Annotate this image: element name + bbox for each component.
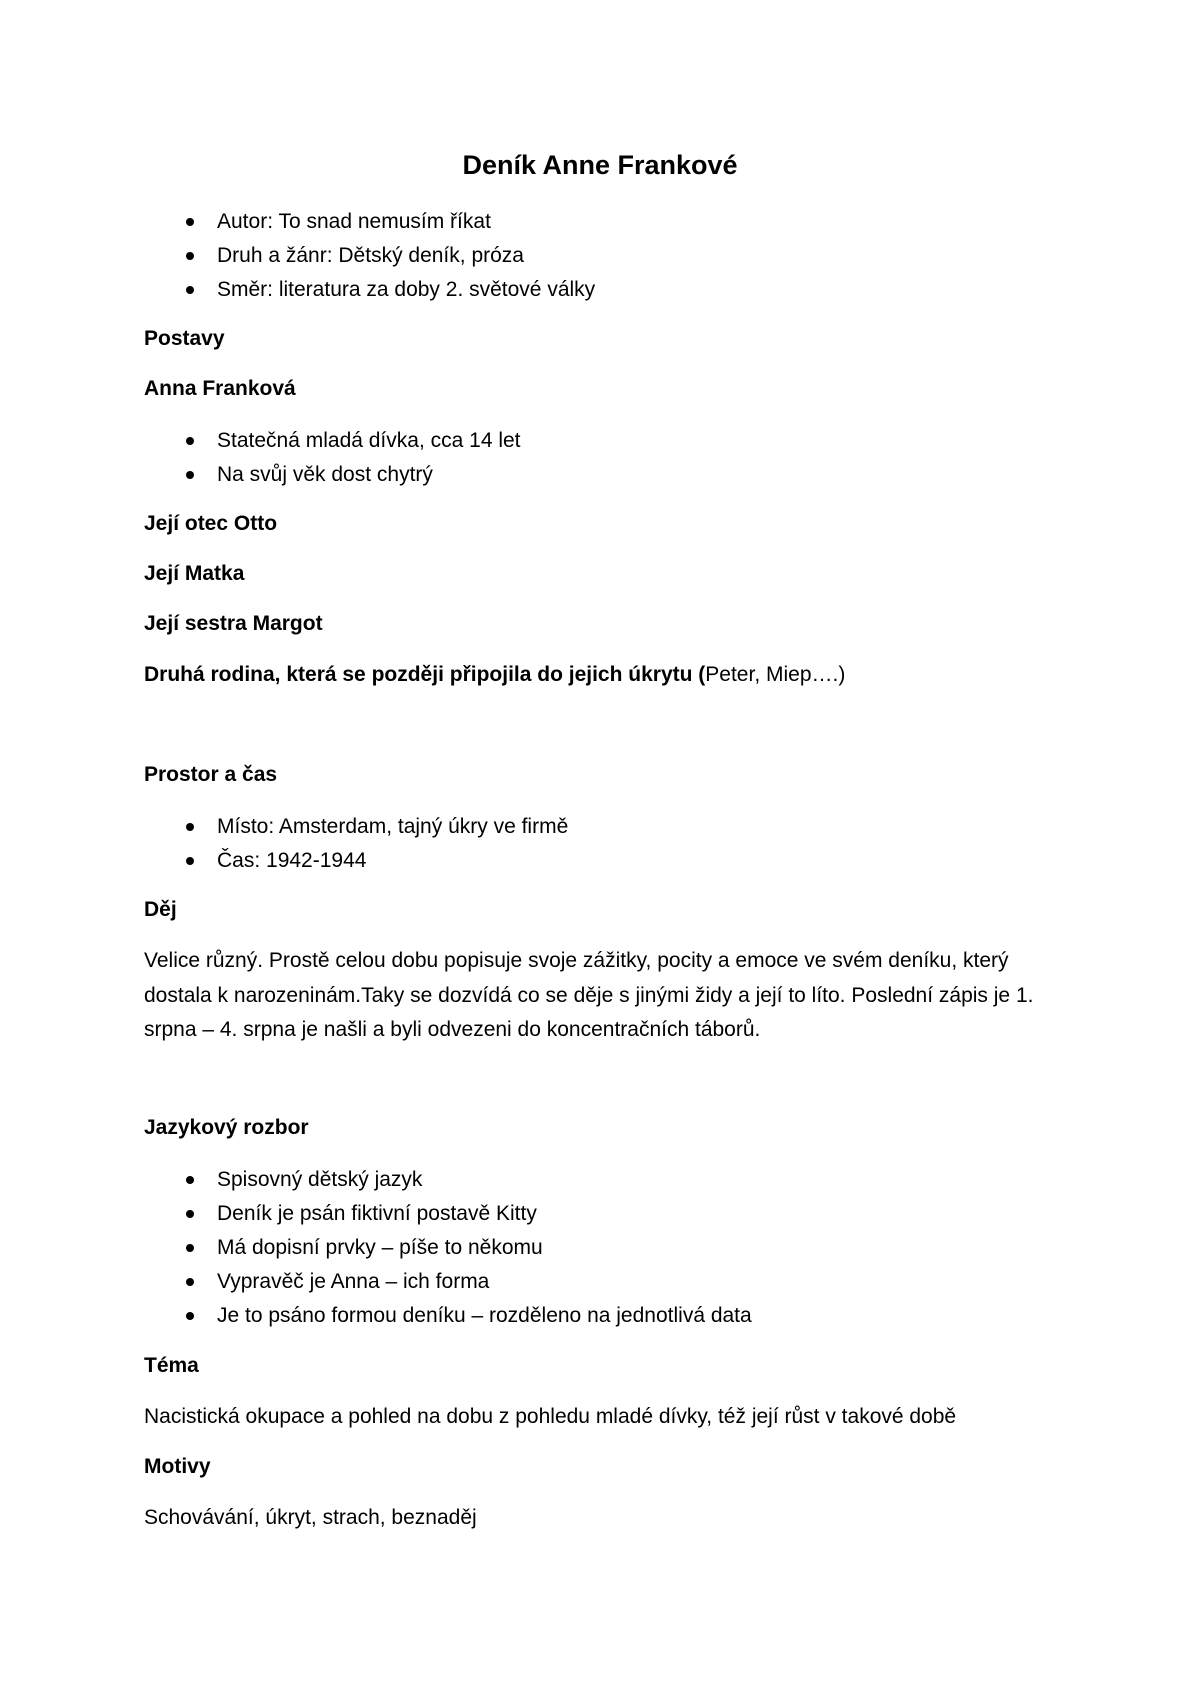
druha-rodina-normal: Peter, Miep….): [705, 663, 846, 686]
motivy-text: Schovávání, úkryt, strach, beznaděj: [144, 1506, 477, 1529]
heading-otec: Její otec Otto: [144, 512, 278, 535]
list-item: Autor: To snad nemusím říkat: [144, 205, 595, 239]
druha-rodina-line: [144, 658, 845, 692]
list-item: Na svůj věk dost chytrý: [144, 458, 521, 492]
document-title: Deník Anne Frankové: [462, 150, 738, 180]
heading-postavy: Postavy: [144, 327, 225, 350]
list-item: Místo: Amsterdam, tajný úkry ve firmě: [144, 810, 568, 844]
intro-list: [144, 205, 595, 307]
list-item: Spisovný dětský jazyk: [144, 1163, 752, 1197]
list-item: Čas: 1942-1944: [144, 844, 568, 878]
heading-tema: Téma: [144, 1354, 199, 1377]
paragraph-line: dostala k narozeninám.Taky se dozvídá co se děje s jinými židy a její to líto. Poslední zápis je 1.: [144, 983, 1034, 1007]
list-item: Vypravěč je Anna – ich forma: [144, 1265, 752, 1299]
heading-jazykovy: Jazykový rozbor: [144, 1116, 309, 1139]
list-item: Je to psáno formou deníku – rozděleno na jednotlivá data: [144, 1299, 752, 1333]
list-item: Má dopisní prvky – píše to někomu: [144, 1231, 752, 1265]
druha-rodina-bold: Druhá rodina, která se později připojila do jejich úkrytu (: [144, 663, 706, 686]
heading-matka: Její Matka: [144, 562, 245, 585]
heading-motivy: Motivy: [144, 1455, 211, 1478]
anna-list: [144, 424, 521, 492]
heading-prostor: Prostor a čas: [144, 763, 278, 786]
paragraph-line: Velice různý. Prostě celou dobu popisuje svoje zážitky, pocity a emoce ve svém deníku, který: [144, 949, 1009, 972]
heading-dej: Děj: [144, 898, 177, 921]
prostor-list: [144, 810, 568, 878]
heading-anna: Anna Franková: [144, 377, 296, 400]
list-item: Statečná mladá dívka, cca 14 let: [144, 424, 521, 458]
list-item: Druh a žánr: Dětský deník, próza: [144, 239, 595, 273]
tema-text: Nacistická okupace a pohled na dobu z pohledu mladé dívky, též její růst v takové době: [144, 1405, 957, 1428]
list-item: Deník je psán fiktivní postavě Kitty: [144, 1197, 752, 1231]
jazykovy-list: [144, 1163, 752, 1333]
list-item: Směr: literatura za doby 2. světové války: [144, 273, 595, 307]
dej-paragraph: [144, 944, 1074, 1048]
heading-sestra: Její sestra Margot: [144, 612, 323, 635]
paragraph-line: srpna – 4. srpna je našli a byli odvezeni do koncentračních táborů.: [144, 1018, 761, 1041]
